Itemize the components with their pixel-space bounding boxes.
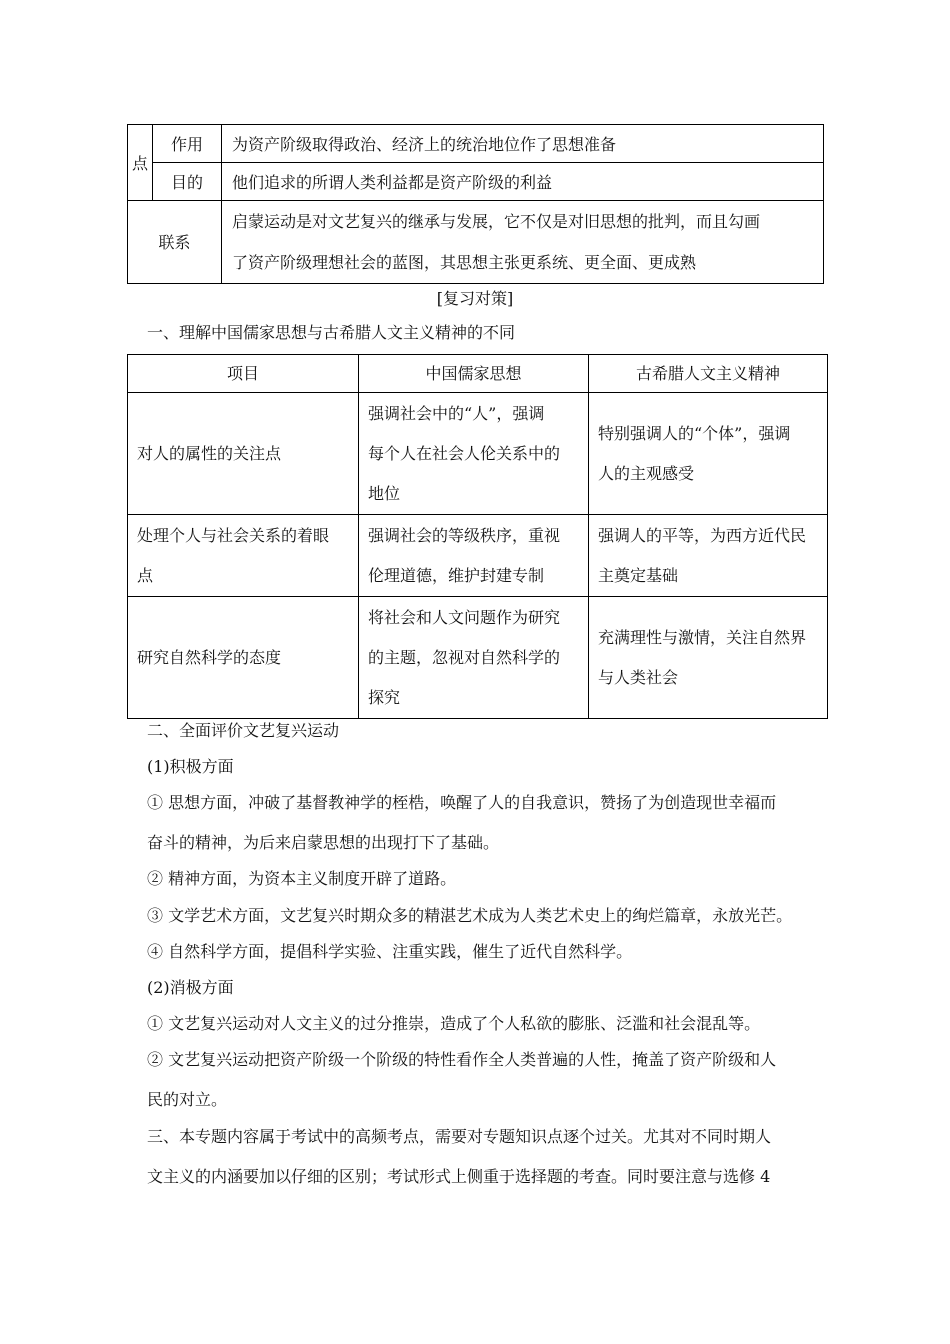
cell-line: 强调社会的等级秩序，重视 [368, 525, 561, 545]
cell-line: 研究自然科学的态度 [137, 647, 282, 667]
table-row [128, 125, 824, 163]
cell-line: 与人类社会 [598, 667, 679, 687]
cell-line: 强调社会中的“人”，强调 [368, 403, 545, 423]
cell-item [128, 515, 359, 597]
header-greek: 古希腊人文主义精神 [589, 355, 828, 393]
cell-confucian [359, 393, 589, 515]
table-row [128, 515, 828, 597]
link-line-2: 了资产阶级理想社会的蓝图，其思想主张更系统、更全面、更成熟 [232, 253, 697, 272]
link-line-1: 启蒙运动是对文艺复兴的继承与发展，它不仅是对旧思想的批判，而且勾画 [232, 212, 761, 231]
cell-greek [589, 515, 828, 597]
table-row [128, 201, 824, 284]
row-label-link: 联系 [128, 201, 222, 284]
section2-title: 二、全面评价文艺复兴运动 [147, 721, 340, 740]
cell-confucian [359, 597, 589, 719]
section1-title: 一、理解中国儒家思想与古希腊人文主义精神的不同 [147, 323, 516, 342]
negative-point-2-line-2: 民的对立。 [147, 1090, 228, 1109]
cell-item [128, 393, 359, 515]
table-row [128, 393, 828, 515]
positive-point-2: ② 精神方面，为资本主义制度开辟了道路。 [147, 869, 457, 888]
negative-title: (2)消极方面 [147, 978, 234, 997]
cell-line: 主奠定基础 [598, 565, 679, 585]
header-confucian: 中国儒家思想 [359, 355, 589, 393]
table-row [128, 163, 824, 201]
cell-line: 人的主观感受 [598, 463, 695, 483]
row-text-link [222, 201, 824, 284]
cell-line: 特别强调人的“个体”，强调 [598, 423, 791, 443]
review-strategy-title: [复习对策] [436, 289, 514, 308]
comparison-table-continued [127, 124, 824, 284]
row-label-purpose: 目的 [153, 163, 222, 201]
positive-title: (1)积极方面 [147, 757, 234, 776]
header-item: 项目 [128, 355, 359, 393]
positive-point-1-line-2: 奋斗的精神，为后来启蒙思想的出现打下了基础。 [147, 833, 500, 852]
positive-point-4: ④ 自然科学方面，提倡科学实验、注重实践，催生了近代自然科学。 [147, 942, 633, 961]
section3-line-2: 文主义的内涵要加以仔细的区别；考试形式上侧重于选择题的考查。同时要注意与选修 4 [147, 1167, 771, 1186]
cell-item [128, 597, 359, 719]
cell-line: 伦理道德，维护封建专制 [368, 565, 545, 585]
cell-greek [589, 597, 828, 719]
positive-point-3: ③ 文学艺术方面，文艺复兴时期众多的精湛艺术成为人类艺术史上的绚烂篇章，永放光芒。 [147, 906, 793, 925]
side-label-cell: 点 [128, 125, 153, 201]
positive-point-1-line-1: ① 思想方面，冲破了基督教神学的桎梏，唤醒了人的自我意识，赞扬了为创造现世幸福而 [147, 793, 777, 812]
cell-line: 探究 [368, 687, 401, 707]
negative-point-1: ① 文艺复兴运动对人文主义的过分推崇，造成了个人私欲的膨胀、泛滥和社会混乱等。 [147, 1014, 761, 1033]
cell-line: 处理个人与社会关系的着眼 [137, 525, 330, 545]
table-row [128, 597, 828, 719]
cell-greek [589, 393, 828, 515]
cell-line: 地位 [368, 483, 401, 503]
row-text-purpose: 他们追求的所谓人类利益都是资产阶级的利益 [222, 163, 824, 201]
section3-line-1: 三、本专题内容属于考试中的高频考点，需要对专题知识点逐个过关。尤其对不同时期人 [147, 1127, 772, 1146]
confucian-vs-greek-table [127, 354, 828, 719]
cell-line: 强调人的平等，为西方近代民 [598, 525, 807, 545]
cell-line: 点 [137, 565, 154, 585]
table-header-row [128, 355, 828, 393]
row-text-effect: 为资产阶级取得政治、经济上的统治地位作了思想准备 [222, 125, 824, 163]
negative-point-2-line-1: ② 文艺复兴运动把资产阶级一个阶级的特性看作全人类普遍的人性，掩盖了资产阶级和人 [147, 1050, 777, 1069]
cell-line: 的主题，忽视对自然科学的 [368, 647, 561, 667]
cell-line: 充满理性与激情，关注自然界 [598, 627, 807, 647]
row-label-effect: 作用 [153, 125, 222, 163]
cell-line: 将社会和人文问题作为研究 [368, 607, 561, 627]
cell-line: 对人的属性的关注点 [137, 443, 282, 463]
cell-line: 每个人在社会人伦关系中的 [368, 443, 561, 463]
cell-confucian [359, 515, 589, 597]
